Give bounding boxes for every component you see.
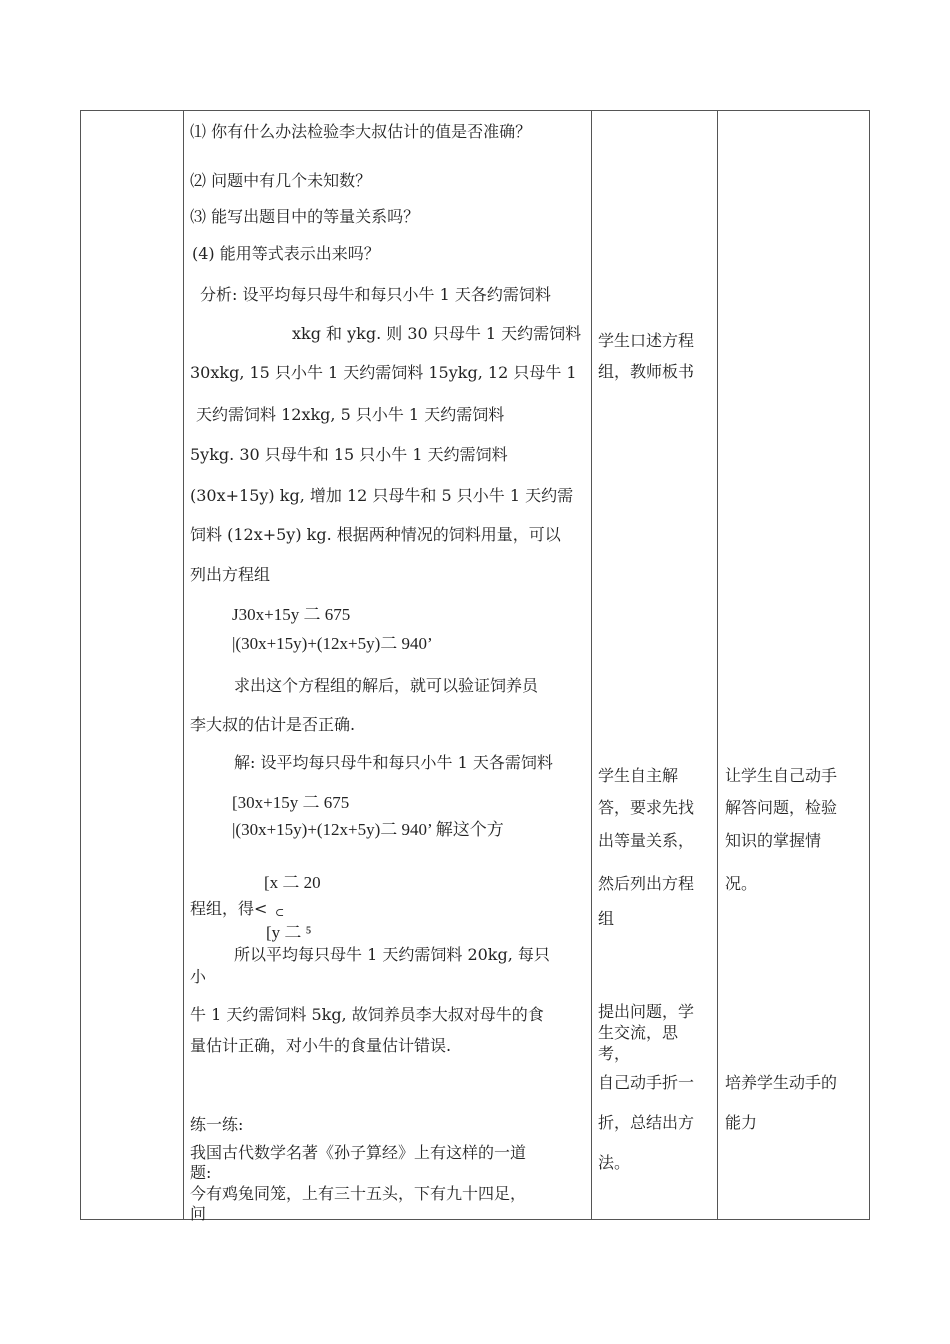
practice-line: 问 bbox=[190, 1204, 207, 1223]
student-activity-3: 提出问题，学 bbox=[598, 1002, 695, 1021]
design-intent-1: 况。 bbox=[725, 874, 758, 893]
practice-title: 练一练: bbox=[190, 1115, 244, 1134]
column-divider-3 bbox=[717, 111, 718, 1219]
design-intent-1: 解答问题，检验 bbox=[725, 798, 838, 817]
analysis-line: 饲料 (12x+5y) kg. 根据两种情况的饲料用量，可以 bbox=[190, 525, 561, 544]
question-3: ⑶ 能写出题目中的等量关系吗？ bbox=[190, 207, 420, 226]
student-activity-3: 折，总结出方 bbox=[598, 1113, 695, 1132]
conclusion-line: 牛 1 天约需饲料 5kg, 故饲养员李大叔对母牛的食 bbox=[190, 1005, 544, 1024]
analysis-line: (30x+15y) kg, 增加 12 只母牛和 5 只小牛 1 天约需 bbox=[190, 486, 574, 505]
practice-line: 今有鸡兔同笼，上有三十五头，下有九十四足， bbox=[190, 1184, 527, 1203]
result-brace-c: ⊂ bbox=[275, 906, 285, 919]
design-intent-2: 能力 bbox=[725, 1113, 758, 1132]
analysis-line: 5ykg. 30 只母牛和 15 只小牛 1 天约需饲料 bbox=[190, 445, 508, 464]
design-intent-1: 知识的掌握情 bbox=[725, 831, 822, 850]
student-activity-2: 出等量关系， bbox=[598, 831, 695, 850]
equation-system-2-line-2: |(30x+15y)+(12x+5y)二 940’ 解这个方 bbox=[232, 820, 504, 839]
analysis-line: 列出方程组 bbox=[190, 565, 271, 584]
question-1: ⑴ 你有什么办法检验李大叔估计的值是否准确？ bbox=[190, 122, 532, 141]
result-x: [x 二 20 bbox=[264, 873, 321, 892]
conclusion-line: 所以平均每只母牛 1 天约需饲料 20kg, 每只 bbox=[234, 945, 550, 964]
analysis-line: xkg 和 ykg. 则 30 只母牛 1 天约需饲料 bbox=[292, 324, 582, 343]
conclusion-line: 小 bbox=[190, 967, 207, 986]
result-prefix: 程组，得< bbox=[190, 899, 268, 918]
question-4: (4) 能用等式表示出来吗？ bbox=[192, 244, 380, 263]
student-activity-2: 组 bbox=[598, 909, 615, 928]
conclusion-line: 量估计正确，对小牛的食量估计错误. bbox=[190, 1036, 452, 1055]
student-activity-3: 生交流，思 bbox=[598, 1023, 679, 1042]
analysis-line: 天约需饲料 12xkg, 5 只小牛 1 天约需饲料 bbox=[196, 405, 505, 424]
analysis-line: 分析: 设平均每只母牛和每只小牛 1 天各约需饲料 bbox=[200, 285, 551, 304]
student-activity-1: 学生口述方程 bbox=[598, 331, 695, 350]
column-divider-2 bbox=[591, 111, 592, 1219]
student-activity-2: 学生自主解 bbox=[598, 766, 679, 785]
practice-line: 题: bbox=[190, 1163, 212, 1182]
student-activity-2: 然后列出方程 bbox=[598, 874, 695, 893]
verify-text-2: 李大叔的估计是否正确. bbox=[190, 715, 356, 734]
design-intent-2: 培养学生动手的 bbox=[725, 1073, 838, 1092]
equation-system-1-line-1: J30x+15y 二 675 bbox=[232, 605, 351, 624]
student-activity-1: 组，教师板书 bbox=[598, 362, 695, 381]
result-y: [y 二 ⁵ bbox=[266, 923, 312, 942]
student-activity-3: 法。 bbox=[598, 1153, 631, 1172]
question-2: ⑵ 问题中有几个未知数？ bbox=[190, 171, 372, 190]
student-activity-2: 答，要求先找 bbox=[598, 798, 695, 817]
solution-intro: 解: 设平均每只母牛和每只小牛 1 天各需饲料 bbox=[234, 753, 553, 772]
column-divider-1 bbox=[183, 111, 184, 1219]
equation-system-2-line-1: [30x+15y 二 675 bbox=[232, 793, 350, 812]
student-activity-3: 考， bbox=[598, 1044, 631, 1063]
equation-system-1-line-2: |(30x+15y)+(12x+5y)二 940’ bbox=[232, 634, 433, 653]
student-activity-3: 自己动手折一 bbox=[598, 1073, 695, 1092]
verify-text-1: 求出这个方程组的解后，就可以验证饲养员 bbox=[234, 676, 539, 695]
design-intent-1: 让学生自己动手 bbox=[725, 766, 838, 785]
analysis-line: 30xkg, 15 只小牛 1 天约需饲料 15ykg, 12 只母牛 1 bbox=[190, 363, 577, 382]
practice-line: 我国古代数学名著《孙子算经》上有这样的一道 bbox=[190, 1143, 527, 1162]
